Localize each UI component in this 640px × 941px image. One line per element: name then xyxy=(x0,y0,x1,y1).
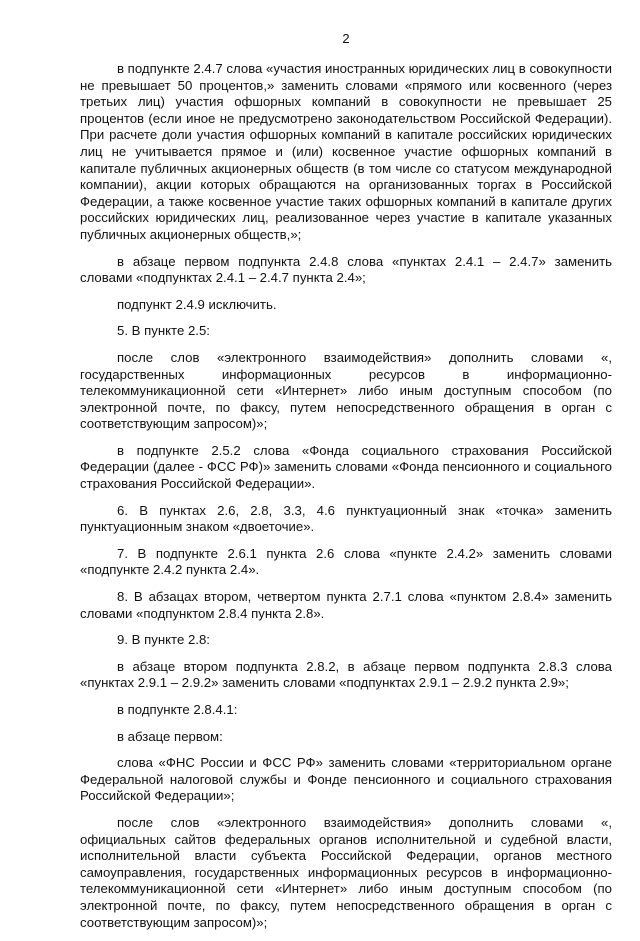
document-body xyxy=(80,61,612,941)
paragraph-2-4-8: в абзаце первом подпункта 2.4.8 слова «пунктах 2.4.1 – 2.4.7» заменить словами «подпунктах 2.4.1 – 2.4.7 пункта 2.4»; xyxy=(80,253,612,286)
paragraph-2-4-7: в подпункте 2.4.7 слова «участия иностранных юридических лиц в совокупности не превышает 50 процентов,» заменить словами «прямого или косвенного (через третьих лиц) участия офшорных компаний в совокупности не превышает 25 процентов (если иное не предусмотрено законодательством Российской Федерации). При расчете доли участия офшорных компаний в капитале российских юридических лиц не учитывается прямое и (или) косвенное участие офшорных компаний в капитале публичных акционерных обществ (в том числе со статусом международной компании), акции которых обращаются на организованных торгах в Российской Федерации, а также косвенное участие таких офшорных компаний в капитале других российских юридических лиц, реализованное через участие в капитале указанных публичных акционерных обществ,»; xyxy=(80,61,612,242)
paragraph-2-4-9: подпункт 2.4.9 исключить. xyxy=(117,296,277,312)
paragraph-item-6: 6. В пунктах 2.6, 2.8, 3.3, 4.6 пунктуационный знак «точка» заменить пунктуационным знаком «двоеточие». xyxy=(80,502,612,535)
paragraph-item-8: 8. В абзацах втором, четвертом пункта 2.7.1 слова «пунктом 2.8.4» заменить словами «подпунктом 2.8.4 пункта 2.8». xyxy=(80,589,612,621)
page-number: 2 xyxy=(342,31,350,46)
paragraph-2-8-4-1: в подпункте 2.8.4.1: xyxy=(117,702,238,717)
paragraph-item-9: 9. В пункте 2.8: xyxy=(117,632,210,648)
paragraph-item-5: 5. В пункте 2.5: xyxy=(117,323,210,339)
paragraph-2-5-2: в подпункте 2.5.2 слова «Фонда социального страхования Российской Федерации (далее - ФСС РФ)» заменить словами «Фонда пенсионного и социального страхования Российской Федерации». xyxy=(80,442,612,492)
paragraph-2-8-2: в абзаце втором подпункта 2.8.2, в абзаце первом подпункта 2.8.3 слова «пунктах 2.9.1 – 2.9.2» заменить словами «подпунктах 2.9.1 – 2.9.2 пункта 2.9»; xyxy=(80,658,612,691)
paragraph-item-7: 7. В подпункте 2.6.1 пункта 2.6 слова «пункте 2.4.2» заменить словами «подпункте 2.4.2 пункта 2.4». xyxy=(80,545,612,578)
paragraph-electronic-interaction: после слов «электронного взаимодействия» дополнить словами «, государственных информационных ресурсов в информационно-телекоммуникационной сети «Интернет» либо иным доступным способом (по электронной почте, по факсу, путем непосредственного обращения в орган с соответствующим запросом)»; xyxy=(80,349,612,432)
paragraph-first-abzac: в абзаце первом: xyxy=(117,728,223,744)
paragraph-fns-fss: слова «ФНС России и ФСС РФ» заменить словами «территориальном органе Федеральной налоговой службы и Фонде пенсионного и социального страхования Российской Федерации»; xyxy=(80,755,612,804)
paragraph-official-sites: после слов «электронного взаимодействия» дополнить словами «, официальных сайтов федеральных органов исполнительной и судебной власти, исполнительной власти субъекта Российской Федерации, органов местного самоуправления, государственных информационных ресурсов в информационно-телекоммуникационной сети «Интернет» либо иным доступным способом (по электронной почте, по факсу, путем непосредственного обращения в орган с соответствующим запросом)»; xyxy=(80,814,612,930)
